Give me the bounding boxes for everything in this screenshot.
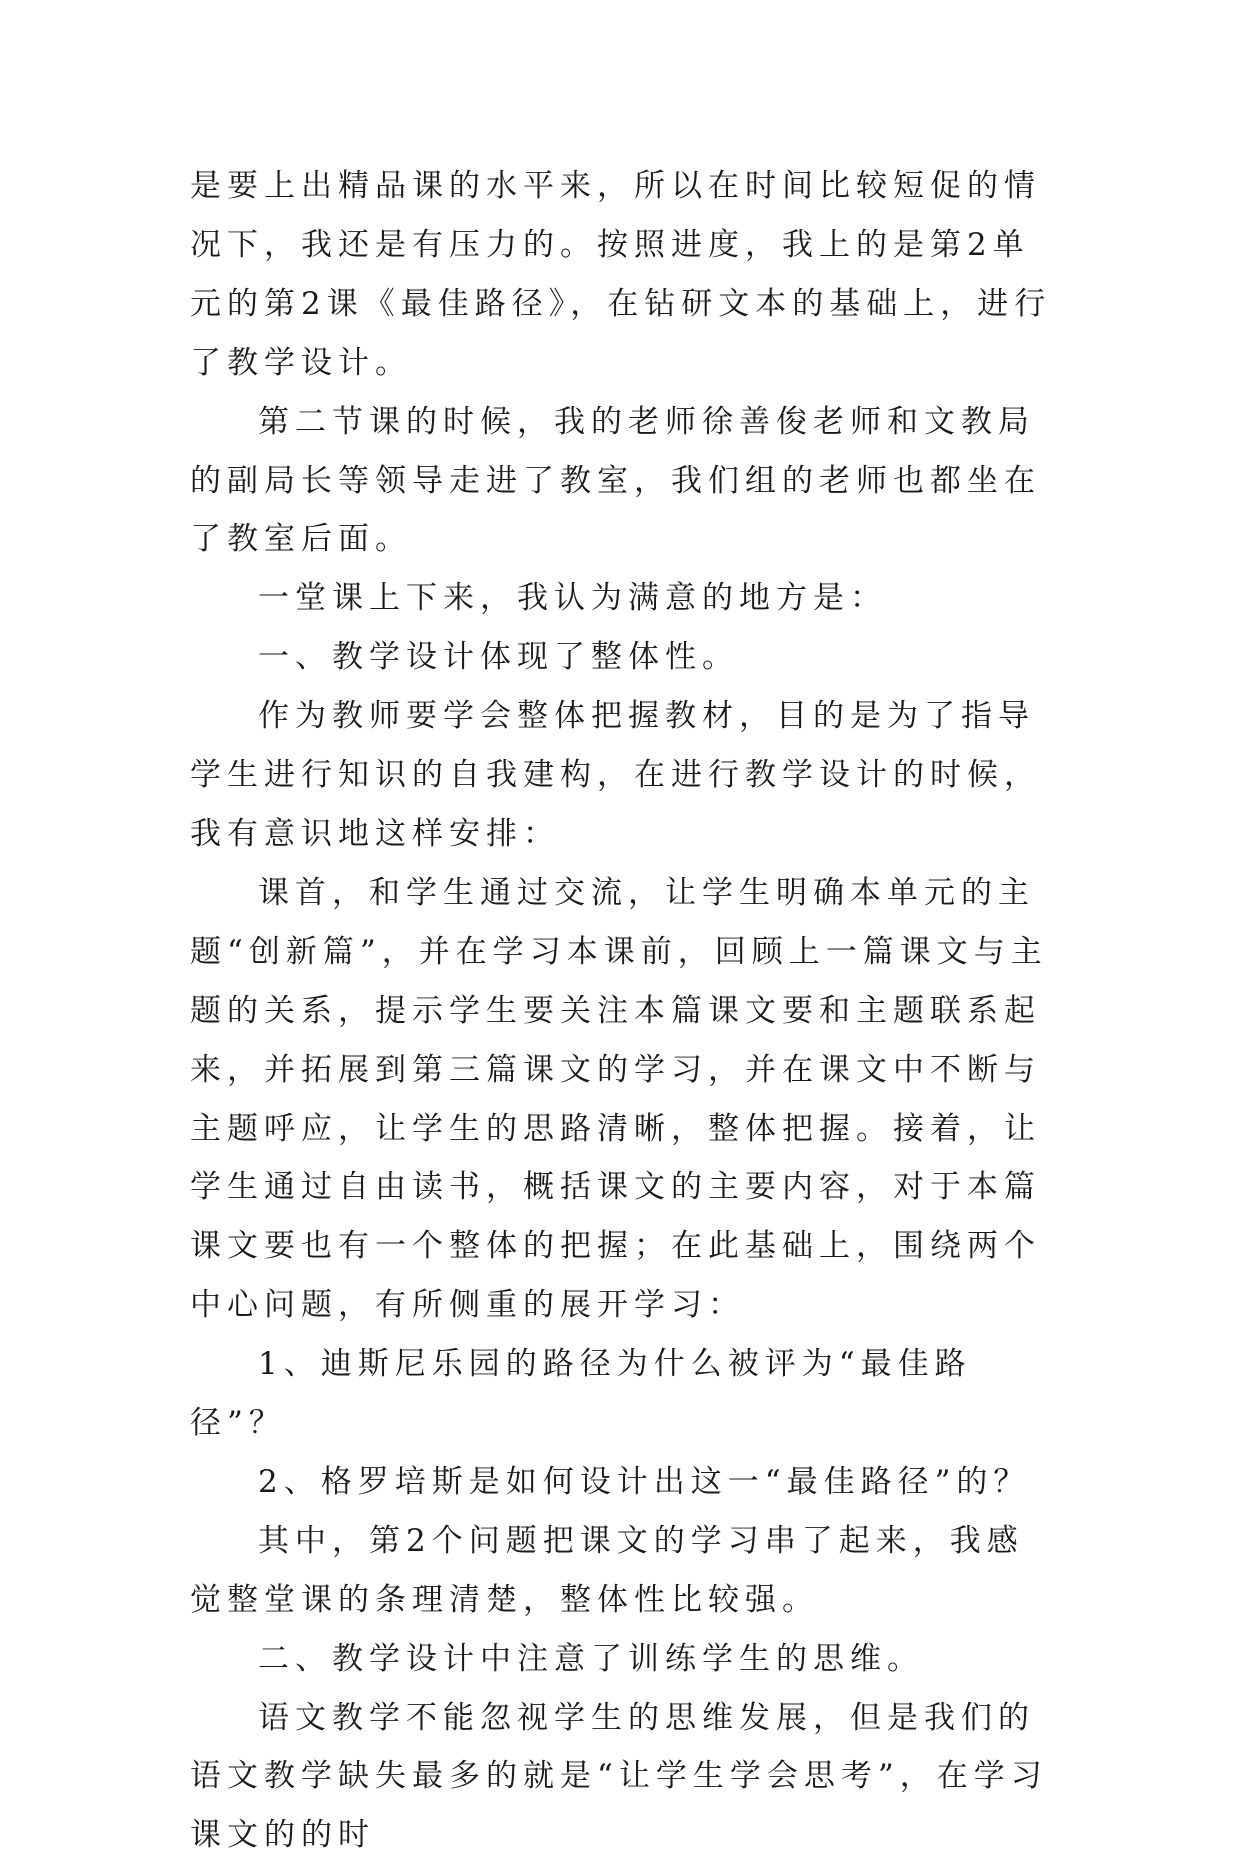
section-heading-2: 二、教学设计中注意了训练学生的思维。	[258, 1640, 924, 1677]
section-heading-1: 一、教学设计体现了整体性。	[258, 639, 739, 676]
question-2: 2、格罗培斯是如何设计出这一“最佳路径”的？	[258, 1463, 1031, 1500]
paragraph-4: 作为教师要学会整体把握教材，目的是为了指导学生进行知识的自我建构，在进行教学设计的时候，我有意识地这样安排：	[190, 698, 1041, 852]
body-text	[190, 157, 1060, 1865]
question-1: 1、迪斯尼乐园的路径为什么被评为“最佳路径”？	[190, 1346, 972, 1442]
paragraph-1: 是要上出精品课的水平来，所以在时间比较短促的情况下，我还是有压力的。按照进度，我上的是第2单元的第2课《最佳路径》，在钻研文本的基础上，进行了教学设计。	[190, 168, 1052, 381]
paragraph-6: 其中，第2个问题把课文的学习串了起来，我感觉整堂课的条理清楚，整体性比较强。	[190, 1522, 1024, 1618]
paragraph-5: 课首，和学生通过交流，让学生明确本单元的主题“创新篇”，并在学习本课前，回顾上一篇课文与主题的关系，提示学生要关注本篇课文要和主题联系起来，并拓展到第三篇课文的学习，并在课文中不断与主题呼应，让学生的思路清晰，整体把握。接着，让学生通过自由读书，概括课文的主要内容，对于本篇课文要也有一个整体的把握；在此基础上，围绕两个中心问题，有所侧重的展开学习：	[190, 874, 1048, 1324]
paragraph-7: 语文教学不能忽视学生的思维发展，但是我们的语文教学缺失最多的就是“让学生学会思考”，在学习课文的的时	[190, 1699, 1048, 1854]
paragraph-3: 一堂课上下来，我认为满意的地方是：	[258, 580, 887, 617]
paragraph-2: 第二节课的时候，我的老师徐善俊老师和文教局的副局长等领导走进了教室，我们组的老师也都坐在了教室后面。	[190, 403, 1041, 558]
